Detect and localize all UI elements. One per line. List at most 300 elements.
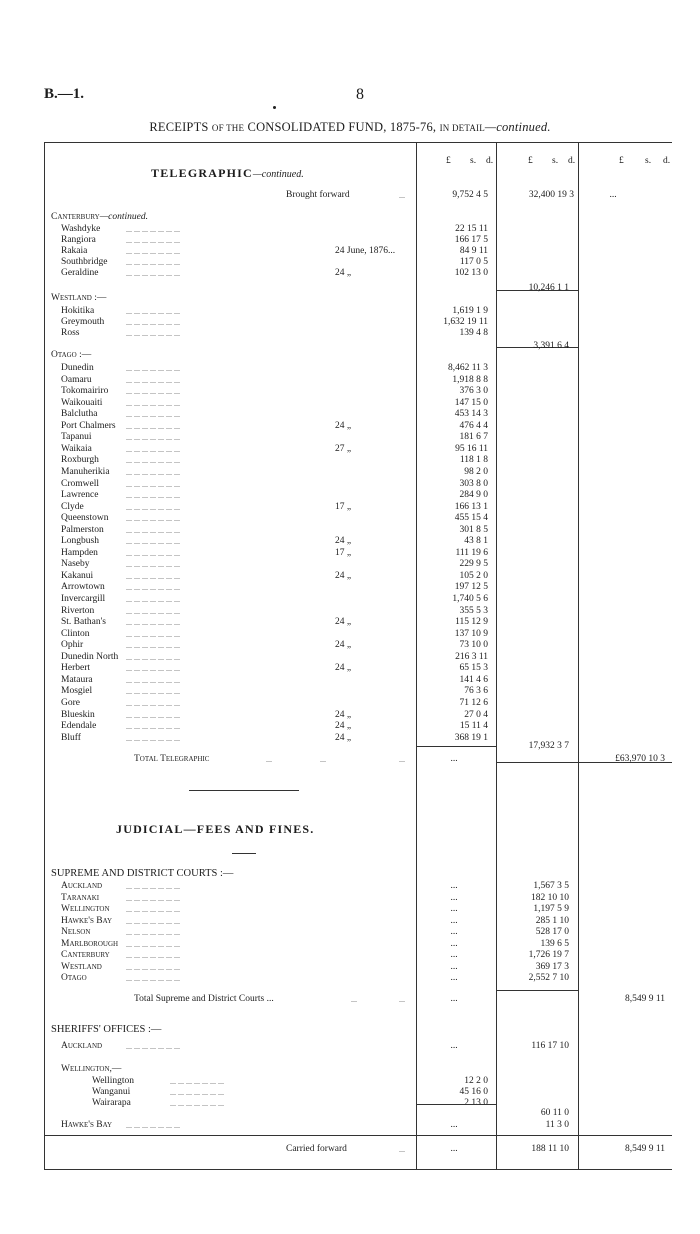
- dot-leader: ... ... ... ... ... ... ...: [126, 1042, 180, 1051]
- dot-leader: ... ... ... ... ... ... ...: [126, 928, 180, 937]
- otago-station: [44, 629, 672, 640]
- dot-leader: ... ... ... ... ... ... ...: [126, 571, 180, 581]
- region-heading: [51, 212, 148, 222]
- supreme-court-col1: ...: [450, 973, 458, 983]
- otago-station-amount: 95 16 11: [455, 443, 488, 454]
- supreme-court-amount: 2,552 7 10: [528, 973, 569, 983]
- otago-station-name: Kakanui: [61, 570, 94, 581]
- otago-station-amount: 65 15 3: [459, 663, 488, 674]
- dot-leader: ...: [399, 755, 405, 764]
- court-heading: SHERIFFS' OFFICES :—: [51, 1024, 162, 1035]
- supreme-court-name: Marlborough: [61, 938, 119, 949]
- otago-station-amount: 303 8 0: [459, 478, 488, 489]
- otago-station-amount: 27 0 4: [464, 709, 488, 720]
- westland-total-amount: 3,391 6 4: [533, 341, 569, 351]
- dot-leader: ... ... ... ... ... ... ...: [126, 698, 180, 708]
- carried-forward-label: Carried forward: [286, 1144, 347, 1154]
- sheriff-row: [44, 1041, 672, 1052]
- otago-station-name: Gore: [61, 697, 80, 708]
- page-title: [0, 120, 700, 135]
- carried-forward-row: [44, 1144, 672, 1155]
- otago-station: [44, 559, 672, 570]
- heading-underline: [232, 853, 256, 854]
- canterbury-station: [44, 246, 672, 257]
- dot-leader: ... ... ... ... ... ... ...: [126, 641, 180, 651]
- dot-leader: ... ... ... ... ... ... ...: [126, 905, 180, 914]
- dot-leader: ... ... ... ... ... ... ...: [126, 421, 180, 431]
- supreme-court-name: Hawke's Bay: [61, 915, 113, 926]
- otago-station-amount: 8,462 11 3: [447, 363, 488, 373]
- canterbury-station-date: 24 „: [332, 268, 351, 279]
- dot-leader: ... ... ... ... ... ... ...: [126, 664, 180, 674]
- otago-station-name: Mataura: [61, 674, 93, 685]
- canterbury-total: [44, 283, 672, 294]
- otago-total-amount: 17,932 3 7: [528, 741, 569, 751]
- supreme-total-row: [44, 994, 672, 1005]
- sheriff-amount: 11 3 0: [545, 1120, 569, 1130]
- otago-station-amount: 73 10 0: [459, 640, 488, 651]
- document-reference: B.—1.: [44, 86, 85, 102]
- dot-leader: ... ... ... ... ... ... ...: [126, 410, 180, 420]
- otago-station-amount: 229 9 5: [459, 559, 488, 570]
- westland-station-amount: 1,632 19 11: [443, 317, 488, 327]
- supreme-court: [44, 881, 672, 892]
- canterbury-station-name: Rangiora: [61, 235, 96, 245]
- sheriff-name: Auckland: [61, 1041, 103, 1051]
- dot-leader: ... ... ... ... ... ... ...: [170, 1077, 224, 1086]
- dot-leader: ... ... ... ... ... ... ...: [126, 514, 180, 524]
- supreme-court-amount: 369 17 3: [535, 961, 569, 972]
- total-telegraphic-amount: £63,970 10 3: [615, 754, 665, 764]
- dot-leader: ... ... ... ... ... ... ...: [126, 467, 180, 477]
- wellington-sheriff-name: Wellington: [92, 1076, 134, 1086]
- brought-forward-row: [44, 190, 672, 201]
- supreme-court-name: Westland: [61, 961, 102, 972]
- dot-leader: ... ... ... ... ... ... ...: [126, 491, 180, 501]
- dot-leader: ... ... ... ... ... ... ...: [126, 269, 180, 278]
- canterbury-station-date: 24 June, 1876...: [332, 246, 395, 257]
- region-heading-cont: —continued.: [99, 212, 149, 222]
- otago-station-name: Clyde: [61, 501, 84, 512]
- otago-station-amount: 376 3 0: [459, 386, 488, 397]
- canterbury-station: [44, 268, 672, 279]
- otago-station-amount: 301 8 5: [459, 524, 488, 535]
- otago-station-name: Arrowtown: [61, 582, 105, 593]
- dot-leader: ... ... ... ... ... ... ...: [126, 618, 180, 628]
- sheriff-row: [44, 1120, 672, 1131]
- supreme-court-amount: 1,567 3 5: [533, 881, 569, 891]
- otago-station-amount: 98 2 0: [464, 466, 488, 477]
- otago-station-name: Tapanui: [61, 432, 92, 443]
- otago-station-date: 24 „: [332, 617, 351, 628]
- page-number: 8: [356, 86, 364, 103]
- otago-station-amount: 141 4 6: [459, 674, 488, 685]
- otago-station: [44, 536, 672, 547]
- dot-leader: ... ... ... ... ... ... ...: [126, 974, 180, 983]
- otago-station-date: 24 „: [332, 663, 351, 674]
- dot-leader: ... ... ... ... ... ... ...: [170, 1099, 224, 1108]
- dot-leader: ...: [351, 995, 357, 1004]
- dot-leader: ... ... ... ... ... ... ...: [126, 1121, 180, 1130]
- subtotal-rule: [417, 1104, 496, 1105]
- otago-station-amount: 453 14 3: [454, 409, 488, 420]
- otago-station-date: 17 „: [332, 502, 351, 513]
- dot-leader: ... ... ... ... ... ... ...: [126, 916, 180, 926]
- otago-station: [44, 640, 672, 651]
- dot-leader: ... ... ... ... ... ... ...: [126, 247, 180, 256]
- supreme-court-amount: 1,726 19 7: [528, 950, 569, 960]
- dot-leader: ... ... ... ... ... ... ...: [126, 318, 180, 327]
- supreme-court-col1: ...: [450, 950, 458, 960]
- otago-station-name: Port Chalmers: [61, 420, 116, 431]
- otago-station-amount: 216 3 11: [455, 651, 488, 662]
- otago-station-name: Palmerston: [61, 524, 104, 535]
- canterbury-station-amount: 22 15 11: [455, 224, 488, 234]
- otago-station: [44, 606, 672, 617]
- region-heading-text: Canterbury: [51, 212, 100, 222]
- westland-station-name: Hokitika: [61, 306, 95, 316]
- otago-station: [44, 467, 672, 478]
- otago-station-amount: 115 12 9: [455, 617, 488, 628]
- title-part: OF THE: [211, 123, 245, 133]
- subtotal-rule: [497, 762, 578, 763]
- otago-station-date: 24 „: [332, 710, 351, 721]
- dot-leader: ... ... ... ... ... ... ...: [126, 710, 180, 720]
- supreme-court-col1: ...: [450, 927, 458, 937]
- otago-station-amount: 197 12 5: [454, 582, 488, 593]
- otago-station-name: Bluff: [61, 732, 81, 743]
- wellington-sheriff-amount: 12 2 0: [464, 1076, 488, 1086]
- otago-station-name: Riverton: [61, 605, 95, 616]
- sheriff-col1: ...: [450, 1041, 458, 1051]
- pound-header: £: [619, 156, 624, 166]
- otago-station-amount: 455 15 4: [454, 513, 488, 524]
- otago-station-amount: 181 6 7: [459, 432, 488, 443]
- otago-station: [44, 398, 672, 409]
- westland-station-name: Greymouth: [61, 317, 105, 327]
- carried-forward-amount: ...: [450, 1144, 458, 1154]
- dot-leader: ... ... ... ... ... ... ...: [126, 560, 180, 570]
- westland-station: [44, 317, 672, 328]
- dot-leader: ... ... ... ... ... ... ...: [126, 387, 180, 397]
- westland-total: [44, 341, 672, 352]
- brought-forward-label: Brought forward: [286, 190, 350, 200]
- otago-station: [44, 455, 672, 466]
- dot-leader: ... ... ... ... ... ... ...: [126, 537, 180, 547]
- dot-leader: ... ... ... ... ... ... ...: [126, 722, 180, 732]
- canterbury-station-name: Southbridge: [61, 257, 108, 267]
- dot-leader: ... ... ... ... ... ... ...: [126, 595, 180, 604]
- dot-leader: ... ... ... ... ... ... ...: [126, 456, 180, 466]
- otago-station-name: Waikaia: [61, 443, 92, 454]
- title-part: RECEIPTS: [149, 120, 212, 134]
- supreme-court-name: Wellington: [61, 904, 110, 914]
- title-part: —continued.: [484, 120, 551, 134]
- carried-forward-amount: 8,549 9 11: [624, 1144, 665, 1154]
- otago-station-amount: 137 10 9: [454, 628, 488, 639]
- dot-leader: ... ... ... ... ... ... ...: [126, 629, 180, 639]
- otago-station: [44, 444, 672, 455]
- otago-station: [44, 721, 672, 732]
- dot-leader: ... ... ... ... ... ... ...: [126, 951, 180, 960]
- wellington-total-amount: 60 11 0: [540, 1108, 569, 1118]
- canterbury-station-name: Rakaia: [61, 246, 88, 256]
- otago-station: [44, 363, 672, 374]
- carried-forward-rule: [44, 1135, 672, 1136]
- shilling-header: s.: [552, 156, 559, 166]
- supreme-court: [44, 927, 672, 938]
- subtotal-rule: [579, 762, 672, 763]
- otago-station-amount: 355 5 3: [459, 605, 488, 616]
- printer-mark: [273, 106, 276, 109]
- otago-station: [44, 548, 672, 559]
- supreme-court-name: Otago: [61, 973, 87, 983]
- supreme-court: [44, 904, 672, 915]
- sheriff-col1: ...: [450, 1120, 458, 1130]
- dot-leader: ... ... ... ... ... ... ...: [170, 1088, 224, 1097]
- canterbury-station: [44, 257, 672, 268]
- otago-station-date: 24 „: [332, 421, 351, 432]
- supreme-total-col1: ...: [450, 994, 458, 1004]
- wellington-sheriff-name: Wairarapa: [92, 1098, 131, 1108]
- dot-leader: ... ... ... ... ... ... ...: [126, 502, 180, 512]
- total-telegraphic-amount: ...: [450, 754, 458, 764]
- dot-leader: ... ... ... ... ... ... ...: [126, 433, 180, 443]
- supreme-court-name: Canterbury: [61, 950, 110, 960]
- region-heading: Otago :—: [51, 350, 92, 360]
- section-heading: JUDICIAL—FEES AND FINES.: [116, 822, 315, 836]
- otago-station-name: Edendale: [61, 721, 97, 732]
- supreme-court-amount: 139 6 5: [540, 938, 569, 949]
- otago-station-amount: 15 11 4: [459, 721, 488, 732]
- dot-leader: ... ... ... ... ... ... ...: [126, 525, 180, 535]
- otago-station-amount: 105 2 0: [459, 570, 488, 581]
- otago-station-amount: 147 15 0: [454, 397, 488, 408]
- dot-leader: ... ... ... ... ... ... ...: [126, 375, 180, 385]
- canterbury-station: [44, 235, 672, 246]
- otago-station-name: Balclutha: [61, 409, 98, 420]
- westland-station-amount: 139 4 8: [459, 328, 488, 338]
- carried-forward-amount: 188 11 10: [531, 1144, 569, 1154]
- sheriff-name: Hawke's Bay: [61, 1120, 113, 1130]
- otago-station: [44, 502, 672, 513]
- supreme-court-amount: 1,197 5 9: [533, 904, 569, 914]
- wellington-total-row: [44, 1108, 672, 1119]
- otago-station-name: Waikouaiti: [61, 397, 103, 408]
- supreme-total-amount: 8,549 9 11: [624, 994, 665, 1004]
- pence-header: d.: [486, 156, 494, 166]
- otago-total: [44, 741, 672, 752]
- title-part: CONSOLIDATED FUND, 1875-76,: [244, 120, 440, 134]
- total-telegraphic-label: Total Telegraphic: [134, 754, 210, 764]
- otago-station-name: Ophir: [61, 640, 84, 651]
- dot-leader: ... ... ... ... ... ... ...: [126, 307, 180, 316]
- dot-leader: ... ... ... ... ... ... ...: [126, 258, 180, 267]
- otago-station: [44, 571, 672, 582]
- canterbury-station-name: Washdyke: [61, 224, 101, 234]
- sheriff-subheading: Wellington,—: [61, 1064, 122, 1074]
- otago-station-name: Naseby: [61, 559, 90, 570]
- total-telegraphic-row: [44, 754, 672, 765]
- dot-leader: ...: [320, 755, 326, 764]
- dot-leader: ... ... ... ... ... ... ...: [126, 583, 180, 593]
- dot-leader: ... ... ... ... ... ... ...: [126, 939, 180, 949]
- otago-station-name: St. Bathan's: [61, 617, 106, 628]
- otago-station-name: Roxburgh: [61, 455, 99, 466]
- westland-station-amount: 1,619 1 9: [452, 306, 488, 316]
- brought-forward-amount: 32,400 19 3: [528, 190, 574, 200]
- pound-header: £: [446, 156, 451, 166]
- otago-station-amount: 76 3 6: [464, 686, 488, 697]
- dot-leader: ...: [399, 995, 405, 1004]
- dot-leader: ... ... ... ... ... ... ...: [126, 225, 180, 234]
- supreme-court-name: Taranaki: [61, 892, 100, 903]
- otago-station-name: Tokomairiro: [61, 386, 109, 397]
- section-heading: [151, 166, 304, 181]
- pound-header: £: [528, 156, 533, 166]
- otago-station-name: Cromwell: [61, 478, 99, 489]
- supreme-court: [44, 950, 672, 961]
- shilling-header: s.: [645, 156, 652, 166]
- otago-station: [44, 375, 672, 386]
- wellington-sheriff-amount: 2 13 0: [464, 1098, 488, 1108]
- westland-station: [44, 306, 672, 317]
- dot-leader: ... ... ... ... ... ... ...: [126, 962, 180, 972]
- otago-station-name: Hampden: [61, 547, 98, 558]
- dot-leader: ... ... ... ... ... ... ...: [126, 652, 180, 662]
- otago-station: [44, 386, 672, 397]
- supreme-court: [44, 962, 672, 973]
- supreme-court: [44, 916, 672, 927]
- supreme-court-col1: ...: [450, 892, 458, 903]
- otago-station-name: Manuherikia: [61, 466, 110, 477]
- supreme-court: [44, 893, 672, 904]
- dot-leader: ... ... ... ... ... ... ...: [126, 444, 180, 454]
- dot-leader: ...: [399, 191, 405, 200]
- wellington-sheriff: [44, 1076, 672, 1087]
- otago-station-name: Oamaru: [61, 374, 92, 385]
- region-heading: Westland :—: [51, 293, 107, 303]
- otago-station-date: 24 „: [332, 536, 351, 547]
- otago-station-amount: 1,918 8 8: [452, 374, 488, 385]
- supreme-court-amount: 528 17 0: [535, 927, 569, 937]
- otago-station: [44, 652, 672, 663]
- otago-station-amount: 284 9 0: [459, 490, 488, 501]
- otago-station: [44, 617, 672, 628]
- canterbury-station-amount: 84 9 11: [459, 246, 488, 256]
- brought-forward-amount: ...: [609, 190, 617, 200]
- supreme-total-label: Total Supreme and District Courts ...: [134, 994, 274, 1004]
- otago-station-name: Blueskin: [61, 709, 95, 720]
- otago-station-amount: 166 13 1: [454, 501, 488, 512]
- otago-station: [44, 594, 672, 605]
- canterbury-station: [44, 224, 672, 235]
- otago-station-name: Queenstown: [61, 513, 109, 524]
- dot-leader: ... ... ... ... ... ... ...: [126, 329, 180, 338]
- dot-leader: ... ... ... ... ... ... ...: [126, 675, 180, 685]
- otago-station-name: Herbert: [61, 663, 91, 674]
- dot-leader: ... ... ... ... ... ... ...: [126, 398, 180, 408]
- otago-station-name: Invercargill: [61, 594, 106, 604]
- supreme-court-col1: ...: [450, 904, 458, 914]
- supreme-court-col1: ...: [450, 938, 458, 949]
- dot-leader: ... ... ... ... ... ... ...: [126, 548, 180, 558]
- otago-station-amount: 118 1 8: [459, 455, 488, 466]
- supreme-court-col1: ...: [450, 881, 458, 891]
- wellington-sheriff-amount: 45 16 0: [459, 1087, 488, 1097]
- supreme-court-name: Nelson: [61, 927, 91, 937]
- otago-station-amount: 71 12 6: [459, 697, 488, 708]
- shilling-header: s.: [470, 156, 477, 166]
- otago-station: [44, 663, 672, 674]
- otago-station: [44, 513, 672, 524]
- section-divider: [189, 790, 299, 791]
- otago-station: [44, 409, 672, 420]
- court-heading: SUPREME AND DISTRICT COURTS :—: [51, 868, 234, 879]
- pence-header: d.: [663, 156, 671, 166]
- otago-station-date: 24 „: [332, 571, 351, 582]
- otago-station-name: Dunedin: [61, 363, 94, 373]
- otago-station: [44, 490, 672, 501]
- otago-station-date: 17 „: [332, 548, 351, 559]
- otago-station-date: 24 „: [332, 733, 351, 744]
- dot-leader: ... ... ... ... ... ... ...: [126, 893, 180, 903]
- supreme-court-amount: 285 1 10: [535, 915, 569, 926]
- westland-station: [44, 328, 672, 339]
- dot-leader: ... ... ... ... ... ... ...: [126, 687, 180, 697]
- otago-station: [44, 479, 672, 490]
- otago-station-amount: 111 19 6: [455, 547, 488, 558]
- section-heading-cont: —continued.: [252, 169, 304, 180]
- dot-leader: ... ... ... ... ... ... ...: [126, 479, 180, 489]
- otago-station: [44, 432, 672, 443]
- otago-station: [44, 421, 672, 432]
- canterbury-station-name: Geraldine: [61, 268, 99, 278]
- otago-station: [44, 582, 672, 593]
- dot-leader: ...: [266, 755, 272, 764]
- otago-station: [44, 710, 672, 721]
- otago-station-date: 24 „: [332, 721, 351, 732]
- title-part: IN DETAIL: [439, 123, 485, 133]
- otago-station-amount: 1,740 5 6: [452, 594, 488, 604]
- pence-header: d.: [568, 156, 576, 166]
- otago-station: [44, 525, 672, 536]
- wellington-sheriff-name: Wanganui: [92, 1087, 131, 1097]
- supreme-court-amount: 182 10 10: [531, 892, 569, 903]
- otago-station-amount: 368 19 1: [454, 732, 488, 743]
- supreme-court: [44, 973, 672, 984]
- otago-station-date: 27 „: [332, 444, 351, 455]
- dot-leader: ... ... ... ... ... ... ...: [126, 882, 180, 891]
- supreme-court-col1: ...: [450, 915, 458, 926]
- otago-station-amount: 43 8 1: [464, 536, 488, 547]
- section-heading-text: TELEGRAPHIC: [151, 166, 253, 180]
- otago-station: [44, 675, 672, 686]
- ledger-table: [44, 142, 672, 1170]
- otago-station-name: Mosgiel: [61, 686, 93, 697]
- canterbury-station-amount: 117 0 5: [459, 257, 488, 267]
- dot-leader: ... ... ... ... ... ... ...: [126, 606, 180, 616]
- canterbury-total-amount: 10,246 1 1: [528, 283, 569, 293]
- wellington-sheriff: [44, 1087, 672, 1098]
- supreme-court: [44, 939, 672, 950]
- canterbury-station-amount: 166 17 5: [454, 235, 488, 245]
- canterbury-station-amount: 102 13 0: [454, 268, 488, 278]
- subtotal-rule: [497, 990, 578, 991]
- westland-station-name: Ross: [61, 328, 80, 338]
- brought-forward-amount: 9,752 4 5: [452, 190, 488, 200]
- dot-leader: ... ... ... ... ... ... ...: [126, 364, 180, 373]
